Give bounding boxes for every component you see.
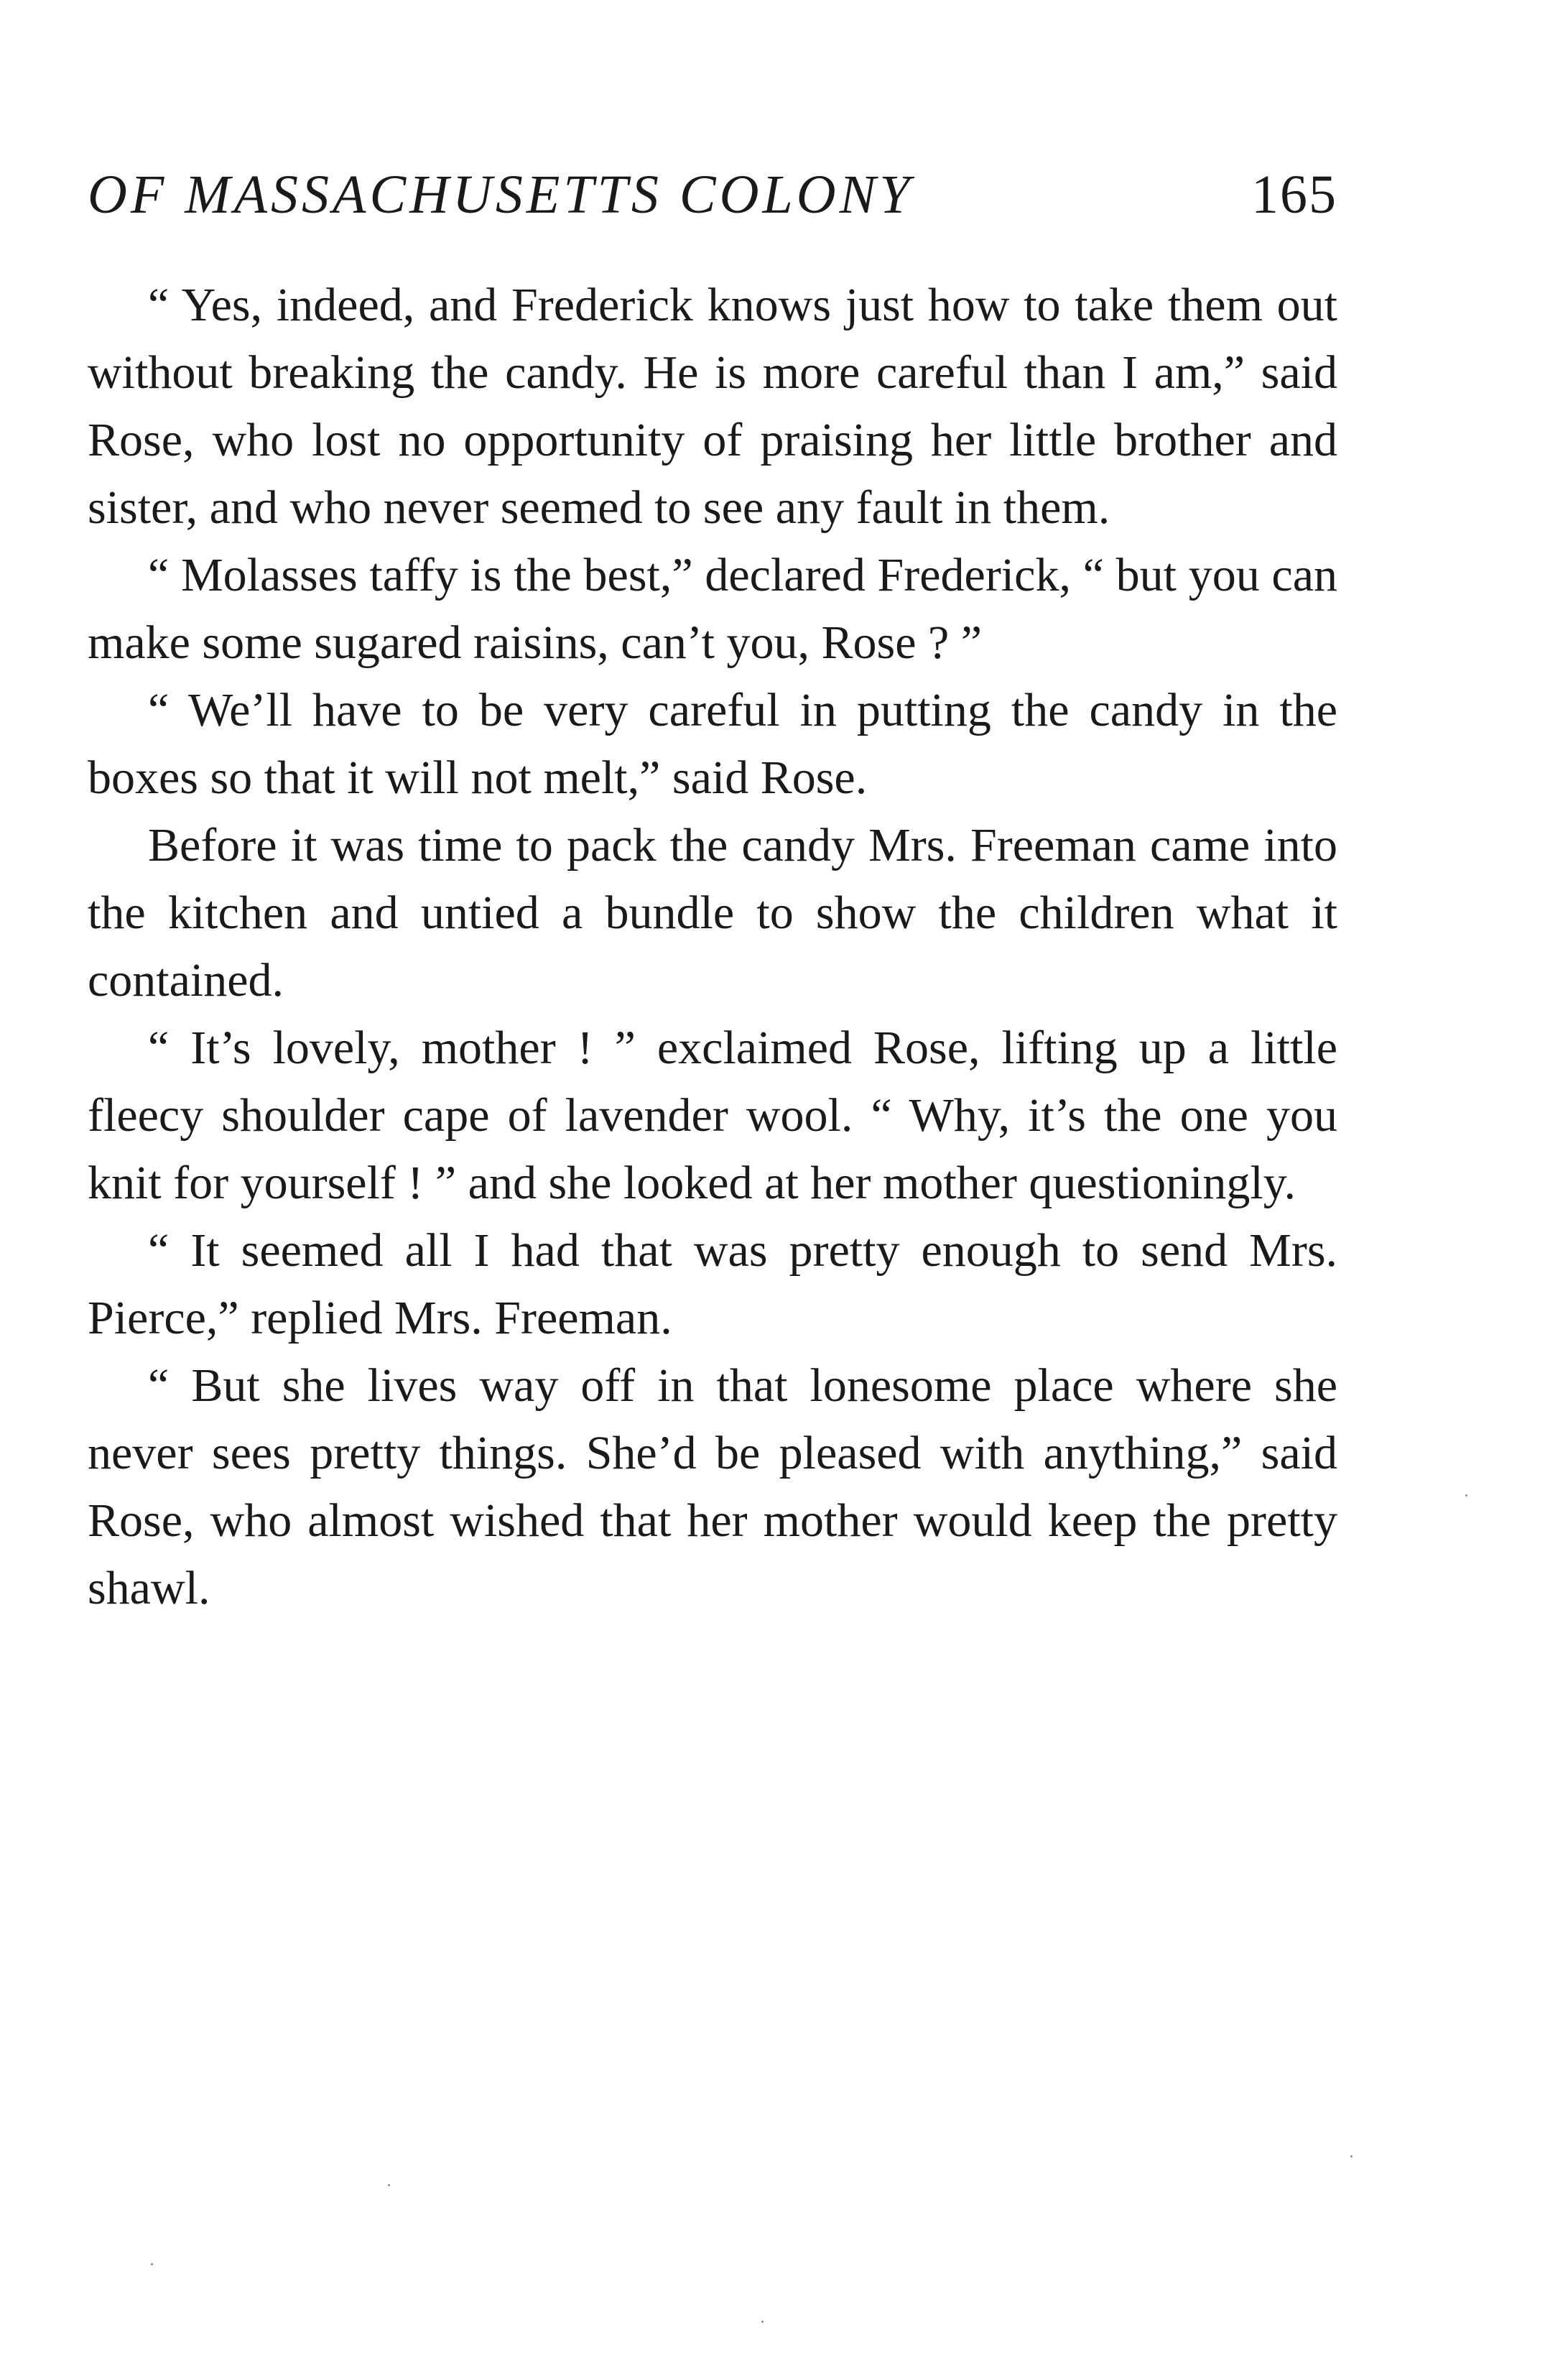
paragraph-6: “ It seemed all I had that was pretty enough to send Mrs. Pierce,” replied Mrs. Freeman. <box>88 1224 1337 1344</box>
body-text <box>88 272 1337 1622</box>
running-title: OF MASSACHUSETTS COLONY <box>88 165 914 225</box>
page-number: 165 <box>1251 165 1337 225</box>
paragraph-3: “ We’ll have to be very careful in putting the candy in the boxes so that it will not melt,” said Rose. <box>88 684 1337 804</box>
paper-speck <box>151 2263 153 2265</box>
paragraph-2: “ Molasses taffy is the best,” declared Frederick, “ but you can make some sugared raisins, can’t you, Rose ? ” <box>88 549 1337 669</box>
paper-speck <box>1350 2155 1353 2157</box>
running-head <box>88 164 1337 243</box>
paper-speck <box>761 2321 764 2323</box>
paragraph-4: Before it was time to pack the candy Mrs. Freeman came into the kitchen and untied a bundle to show the children what it contained. <box>88 819 1337 1007</box>
paragraph-7: “ But she lives way off in that lonesome place where she never sees pretty things. She’d be pleased with anything,” said Rose, who almost wished that her mother would keep the pretty shawl. <box>88 1359 1337 1614</box>
paper-speck <box>388 2184 390 2186</box>
paragraph-1: “ Yes, indeed, and Frederick knows just how to take them out without breaking the candy. He is more careful than I am,” said Rose, who lost no opportunity of praising her little brother and sister, and who never seemed to see any fault in them. <box>88 279 1337 534</box>
paper-speck <box>1465 1494 1467 1497</box>
paragraph-5: “ It’s lovely, mother ! ” exclaimed Rose, lifting up a little fleecy shoulder cape of lavender wool. “ Why, it’s the one you knit for yourself ! ” and she looked at her mother questioningly. <box>88 1022 1337 1209</box>
